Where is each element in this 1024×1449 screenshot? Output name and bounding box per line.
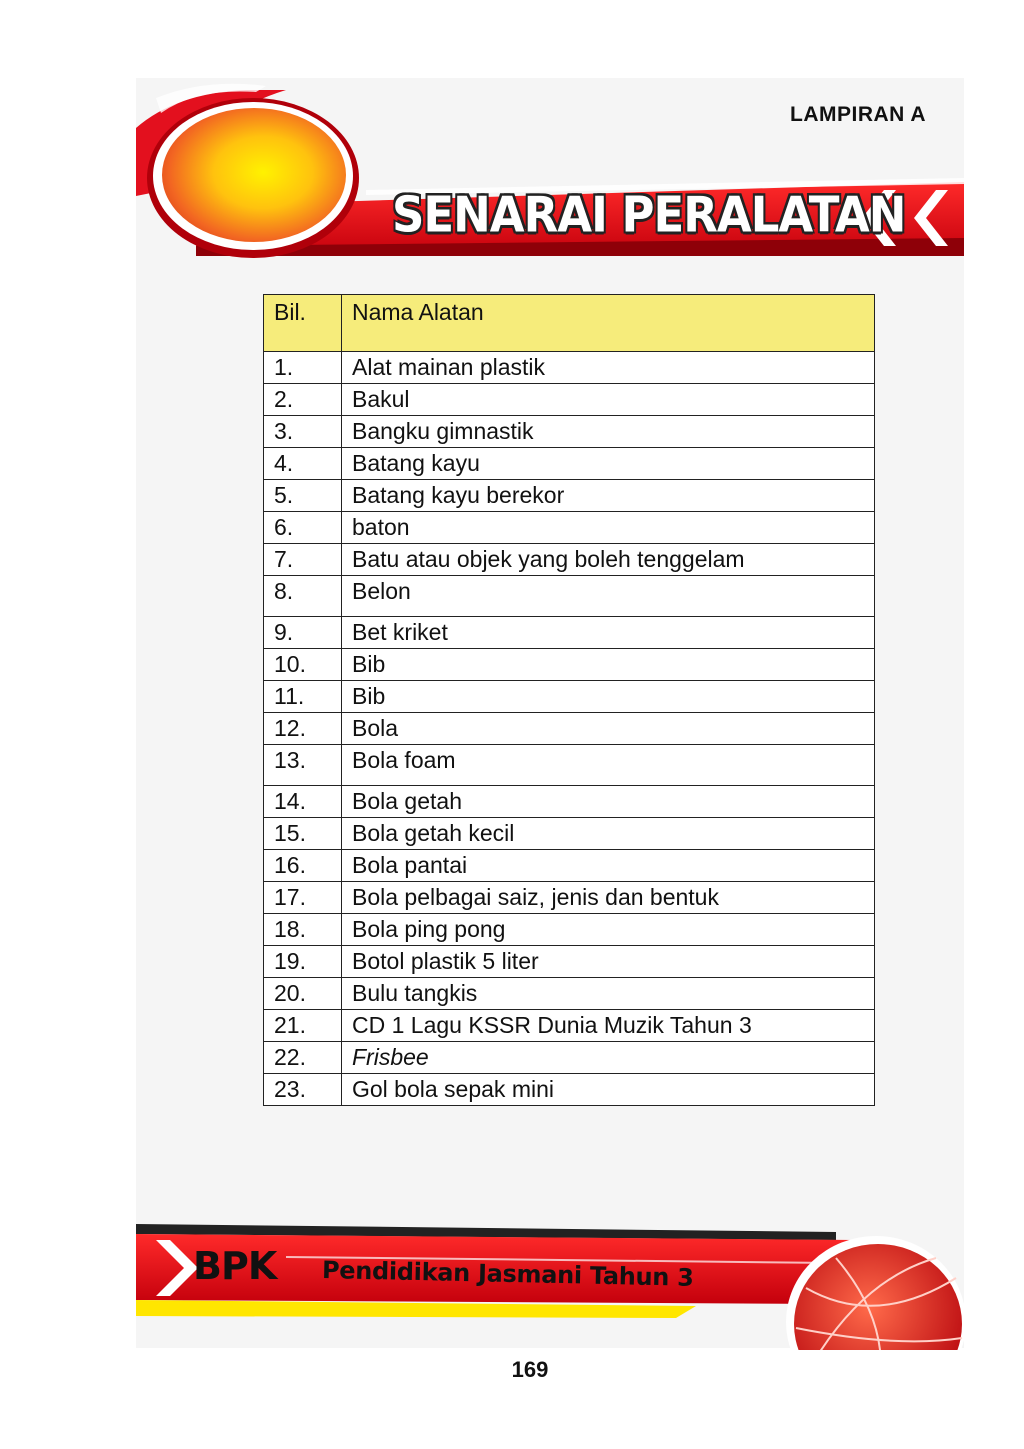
table-row — [264, 850, 875, 882]
equipment-name: Alat mainan plastik — [342, 352, 875, 384]
equipment-name: Gol bola sepak mini — [342, 1074, 875, 1106]
row-number: 1. — [264, 352, 342, 384]
row-number: 5. — [264, 480, 342, 512]
page-title: SENARAI PERALATAN — [392, 186, 906, 244]
row-number: 2. — [264, 384, 342, 416]
row-number: 17. — [264, 882, 342, 914]
row-number: 9. — [264, 617, 342, 649]
brand-label: BPK — [193, 1244, 277, 1288]
equipment-name: Bakul — [342, 384, 875, 416]
row-number: 13. — [264, 745, 342, 786]
equipment-name: Bet kriket — [342, 617, 875, 649]
row-number: 7. — [264, 544, 342, 576]
column-header-nama-alatan: Nama Alatan — [342, 295, 875, 352]
row-number: 19. — [264, 946, 342, 978]
table-row — [264, 512, 875, 544]
row-number: 12. — [264, 713, 342, 745]
row-number: 10. — [264, 649, 342, 681]
equipment-name: baton — [342, 512, 875, 544]
row-number: 21. — [264, 1010, 342, 1042]
table-row — [264, 713, 875, 745]
row-number: 18. — [264, 914, 342, 946]
equipment-name: Bib — [342, 681, 875, 713]
page-number: 169 — [511, 1357, 549, 1382]
table-row — [264, 576, 875, 617]
row-number: 20. — [264, 978, 342, 1010]
table-row — [264, 480, 875, 512]
equipment-name: Bola ping pong — [342, 914, 875, 946]
row-number: 3. — [264, 416, 342, 448]
equipment-name: Frisbee — [342, 1042, 875, 1074]
table-row — [264, 416, 875, 448]
table-row — [264, 681, 875, 713]
table-row — [264, 384, 875, 416]
row-number: 8. — [264, 576, 342, 617]
equipment-name: CD 1 Lagu KSSR Dunia Muzik Tahun 3 — [342, 1010, 875, 1042]
row-number: 23. — [264, 1074, 342, 1106]
row-number: 22. — [264, 1042, 342, 1074]
subject-title: Pendidikan Jasmani Tahun 3 — [321, 1256, 694, 1292]
equipment-name: Bola pantai — [342, 850, 875, 882]
equipment-name: Batang kayu — [342, 448, 875, 480]
row-number: 4. — [264, 448, 342, 480]
table-row — [264, 1042, 875, 1074]
sun-orb-icon — [147, 98, 359, 258]
equipment-name: Bola — [342, 713, 875, 745]
row-number: 11. — [264, 681, 342, 713]
equipment-name: Bola getah kecil — [342, 818, 875, 850]
table-row — [264, 1074, 875, 1106]
equipment-table — [263, 294, 875, 1106]
table-row — [264, 786, 875, 818]
table-row — [264, 818, 875, 850]
row-number: 14. — [264, 786, 342, 818]
equipment-name: Batu atau objek yang boleh tenggelam — [342, 544, 875, 576]
row-number: 15. — [264, 818, 342, 850]
row-number: 6. — [264, 512, 342, 544]
equipment-name: Bola getah — [342, 786, 875, 818]
equipment-name: Bangku gimnastik — [342, 416, 875, 448]
row-number: 16. — [264, 850, 342, 882]
equipment-name: Bulu tangkis — [342, 978, 875, 1010]
table-row — [264, 946, 875, 978]
column-header-bil: Bil. — [264, 295, 342, 352]
table-header-row — [264, 295, 875, 352]
equipment-name: Belon — [342, 576, 875, 617]
table-row — [264, 882, 875, 914]
table-row — [264, 745, 875, 786]
appendix-label: LAMPIRAN A — [790, 103, 927, 126]
equipment-name: Bib — [342, 649, 875, 681]
table-row — [264, 617, 875, 649]
equipment-name: Batang kayu berekor — [342, 480, 875, 512]
equipment-name: Bola foam — [342, 745, 875, 786]
equipment-name: Botol plastik 5 liter — [342, 946, 875, 978]
table-row — [264, 649, 875, 681]
table-row — [264, 978, 875, 1010]
table-row — [264, 544, 875, 576]
table-row — [264, 352, 875, 384]
equipment-name: Bola pelbagai saiz, jenis dan bentuk — [342, 882, 875, 914]
table-row — [264, 448, 875, 480]
table-row — [264, 1010, 875, 1042]
table-row — [264, 914, 875, 946]
